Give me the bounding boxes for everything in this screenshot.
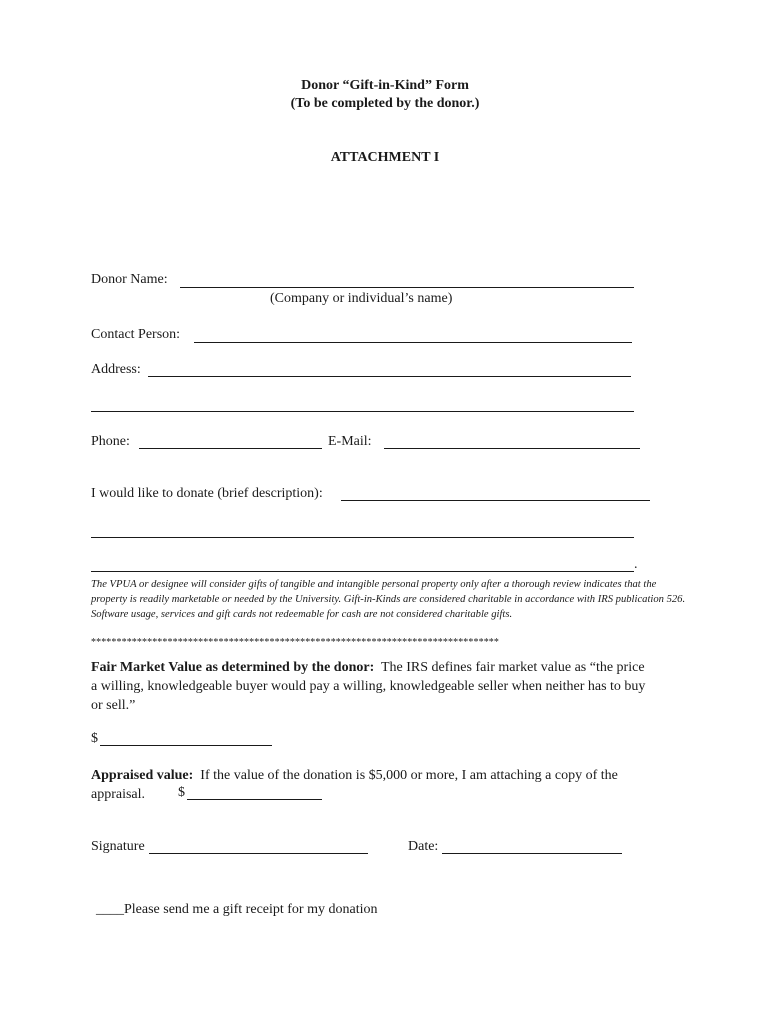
fair-market-dollar: $ [91,731,98,746]
appraised-value-field[interactable] [187,799,322,800]
donor-name-field[interactable] [180,287,634,288]
separator-stars: ******************************************************************************** [91,637,499,648]
address-field-line-2[interactable] [91,411,634,412]
address-field-line-1[interactable] [148,376,631,377]
gift-receipt-label: Please send me a gift receipt for my donation [124,902,378,917]
gift-receipt-checkbox-blank[interactable]: ____ [96,902,124,917]
email-field[interactable] [384,448,640,449]
attachment-heading: ATTACHMENT I [330,150,440,165]
donate-description-label: I would like to donate (brief description): [91,486,323,501]
policy-note: The VPUA or designee will consider gifts of tangible and intangible personal property only after a thorough review indicates that the property is readily marketable or needed by the University. Gift-in-Kinds are considered charitable in accordance with IRS publication 526. Software usage, services and gift cards not redeemable for cash are not considered charitable gifts. [91,579,686,620]
phone-label: Phone: [91,434,130,449]
address-label: Address: [91,362,141,377]
date-label: Date: [408,839,439,854]
fair-market-text: The IRS defines fair market value as “the price a willing, knowledgeable buyer would pay a willing, knowledgeable seller when neither has to buy or sell.” [91,660,646,713]
donate-description-field-line-1[interactable] [341,500,650,501]
trailing-period: . [634,557,638,572]
phone-field[interactable] [139,448,322,449]
fair-market-value-field[interactable] [100,745,272,746]
gift-receipt-option[interactable] [96,902,377,918]
donor-name-label: Donor Name: [91,272,168,287]
date-field[interactable] [442,853,622,854]
signature-label: Signature [91,839,145,854]
appraised-dollar: $ [178,785,185,800]
fair-market-heading: Fair Market Value as determined by the donor: [91,660,375,675]
contact-person-field[interactable] [194,342,632,343]
form-title: Donor “Gift-in-Kind” Form [301,78,469,93]
fair-market-paragraph [91,658,651,715]
signature-field[interactable] [149,853,368,854]
appraised-text: If the value of the donation is $5,000 or more, I am attaching a copy of the appraisal. [91,768,618,802]
appraised-heading: Appraised value: [91,768,194,783]
contact-person-label: Contact Person: [91,327,181,342]
donor-name-hint: (Company or individual’s name) [270,291,453,306]
donate-description-field-line-2[interactable] [91,537,634,538]
appraised-paragraph [91,766,651,804]
donate-description-field-line-3[interactable] [91,571,634,572]
email-label: E-Mail: [328,434,372,449]
form-subtitle: (To be completed by the donor.) [290,96,480,111]
